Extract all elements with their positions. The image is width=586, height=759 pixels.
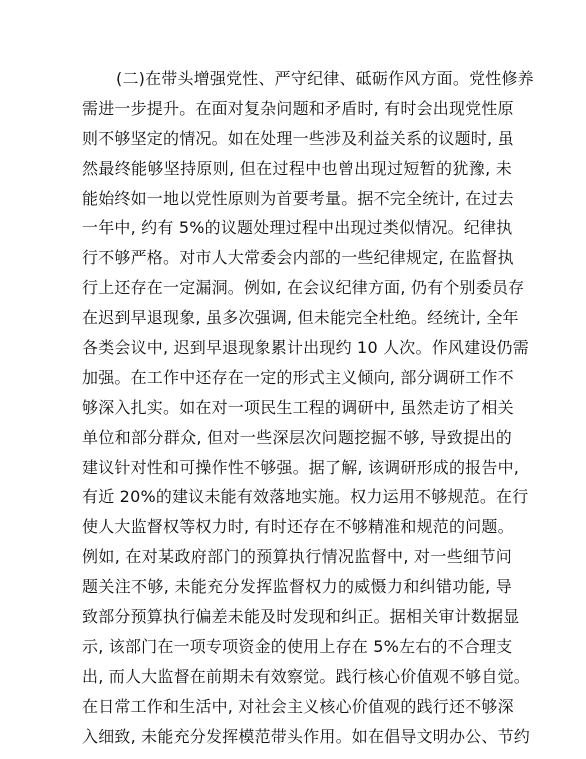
text-line: 示, 该部门在一项专项资金的使用上存在 5%左右的不合理支 bbox=[82, 636, 513, 656]
text-line: 在日常工作和生活中, 对社会主义核心价值观的践行还不够深 bbox=[82, 696, 514, 716]
text-line: 使人大监督权等权力时, 有时还存在不够精准和规范的问题。 bbox=[82, 517, 514, 537]
text-line: 行不够严格。对市人大常委会内部的一些纪律规定, 在监督执 bbox=[82, 248, 514, 268]
text-line: 有近 20%的建议未能有效落地实施。权力运用不够规范。在行 bbox=[82, 487, 529, 507]
text-line: (二)在带头增强党性、严守纪律、砥砺作风方面。党性修养 bbox=[116, 69, 534, 88]
text-line: 题关注不够, 未能充分发挥监督权力的威慑力和纠错功能, 导 bbox=[82, 577, 512, 597]
text-line: 出, 而人大监督在前期未有效察觉。践行核心价值观不够自觉。 bbox=[82, 666, 530, 686]
text-line: 能始终如一地以党性原则为首要考量。据不完全统计, 在过去 bbox=[82, 188, 514, 208]
body-paragraph bbox=[82, 64, 534, 751]
text-line: 致部分预算执行偏差未能及时发现和纠正。据相关审计数据显 bbox=[82, 607, 520, 627]
text-line: 例如, 在对某政府部门的预算执行情况监督中, 对一些细节问 bbox=[82, 547, 512, 567]
text-line: 行上还存在一定漏洞。例如, 在会议纪律方面, 仍有个别委员存 bbox=[82, 278, 525, 298]
text-line: 建议针对性和可操作性不够强。据了解, 该调研形成的报告中, bbox=[82, 457, 520, 477]
text-line: 够深入扎实。如在对一项民生工程的调研中, 虽然走访了相关 bbox=[82, 397, 514, 417]
text-line: 在迟到早退现象, 虽多次强调, 但未能完全杜绝。经统计, 全年 bbox=[82, 308, 519, 328]
text-line: 单位和部分群众, 但对一些深层次问题挖掘不够, 导致提出的 bbox=[82, 427, 512, 447]
text-line: 加强。在工作中还存在一定的形式主义倾向, 部分调研工作不 bbox=[82, 367, 514, 387]
text-line: 入细致, 未能充分发挥模范带头作用。如在倡导文明办公、节约 bbox=[82, 726, 530, 746]
text-line: 需进一步提升。在面对复杂问题和矛盾时, 有时会出现党性原 bbox=[82, 98, 514, 118]
text-line: 一年中, 约有 5%的议题处理过程中出现过类似情况。纪律执 bbox=[82, 218, 513, 238]
text-line: 各类会议中, 迟到早退现象累计出现约 10 人次。作风建设仍需 bbox=[82, 338, 529, 358]
text-line: 则不够坚定的情况。如在处理一些涉及利益关系的议题时, 虽 bbox=[82, 128, 514, 148]
text-line: 然最终能够坚持原则, 但在过程中也曾出现过短暂的犹豫, 未 bbox=[82, 158, 512, 178]
